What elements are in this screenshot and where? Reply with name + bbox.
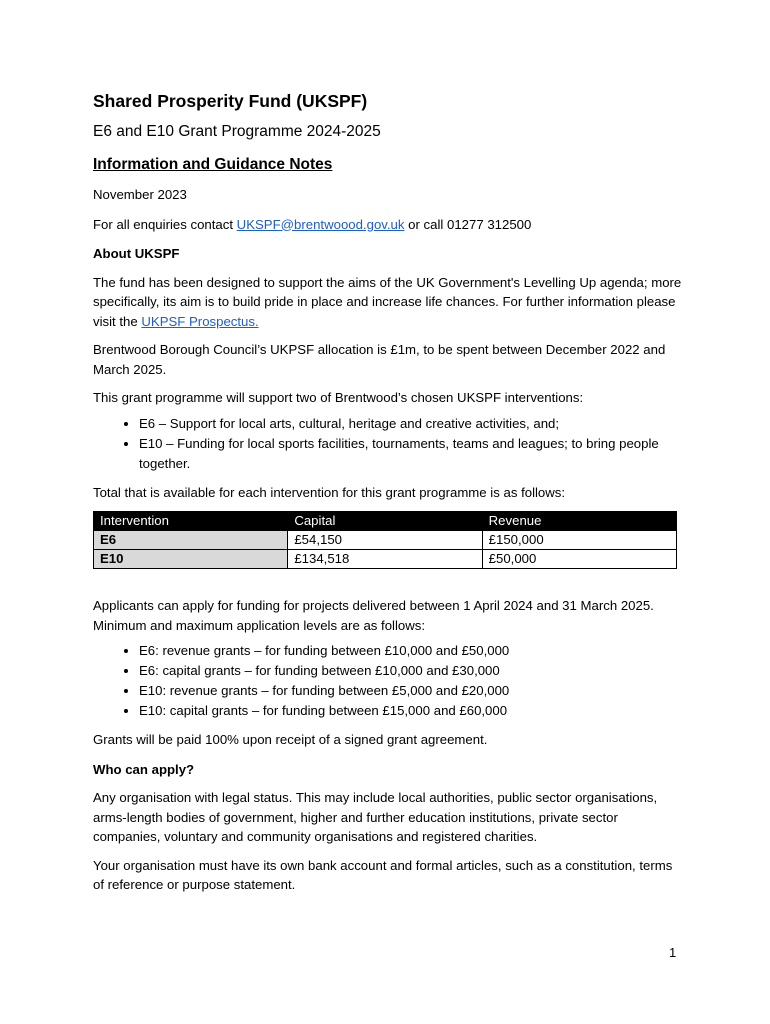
enquiries-line bbox=[93, 215, 683, 235]
who-paragraph: Any organisation with legal status. This may include local authorities, public sector organisations, arms-length bodies of government, higher and further education institutions, private sector companies, voluntary and community organisations and registered charities. bbox=[93, 790, 658, 844]
bank-paragraph: Your organisation must have its own bank account and formal articles, such as a constitution, terms of reference or purpose statement. bbox=[93, 857, 673, 892]
list-item: • E6: revenue grants – for funding between £10,000 and £50,000 bbox=[139, 641, 683, 661]
table-cell: £134,518 bbox=[288, 550, 482, 569]
guidance-heading: Information and Guidance Notes bbox=[93, 156, 333, 173]
payment-paragraph: Grants will be paid 100% upon receipt of a signed grant agreement. bbox=[93, 732, 488, 747]
email-link[interactable]: UKSPF@brentwoood.gov.uk bbox=[236, 216, 405, 232]
table-cell: £54,150 bbox=[288, 531, 482, 550]
enquiries-prefix: For all enquiries contact bbox=[93, 216, 237, 232]
list-item: • E6: capital grants – for funding between £10,000 and £30,000 bbox=[139, 661, 683, 681]
allocation-paragraph: Brentwood Borough Council’s UKPSF allocation is £1m, to be spent between December 2022 and March 2025. bbox=[93, 342, 666, 377]
interventions-intro: This grant programme will support two of Brentwood’s chosen UKSPF interventions: bbox=[93, 390, 584, 405]
table-intro: Total that is available for each intervention for this grant programme is as follows: bbox=[93, 484, 566, 500]
table-header: Intervention bbox=[94, 512, 288, 531]
enquiries-suffix: or call 01277 312500 bbox=[404, 216, 532, 232]
table-header: Capital bbox=[288, 512, 482, 531]
about-text: The fund has been designed to support the aims of the UK Government's Levelling Up agenda; more specifically, its aim is to build pride in place and increase life chances. For further information please visit the bbox=[93, 274, 682, 329]
table-cell: £150,000 bbox=[482, 531, 676, 550]
list-item: • E10: revenue grants – for funding between £5,000 and £20,000 bbox=[139, 681, 683, 701]
document-date: November 2023 bbox=[93, 187, 187, 202]
table-row bbox=[94, 531, 677, 550]
list-item: • E10 – Funding for local sports facilities, tournaments, teams and leagues; to bring people together. bbox=[139, 434, 683, 474]
table-header-row bbox=[94, 512, 677, 531]
table-header: Revenue bbox=[482, 512, 676, 531]
who-heading: Who can apply? bbox=[93, 761, 195, 777]
dates-paragraph: Applicants can apply for funding for projects delivered between 1 April 2024 and 31 March 2025. Minimum and maximum application levels are as follows: bbox=[93, 598, 654, 633]
page-number: 1 bbox=[669, 945, 677, 960]
document-content bbox=[93, 88, 683, 895]
document-subtitle: E6 and E10 Grant Programme 2024-2025 bbox=[93, 123, 381, 140]
about-paragraph bbox=[93, 273, 683, 332]
table-cell: £50,000 bbox=[482, 550, 676, 569]
levels-list bbox=[93, 641, 683, 721]
about-heading: About UKSPF bbox=[93, 246, 180, 261]
funding-table bbox=[93, 511, 677, 569]
table-cell: E10 bbox=[94, 550, 288, 569]
table-row bbox=[94, 550, 677, 569]
document-title: Shared Prosperity Fund (UKSPF) bbox=[93, 91, 368, 111]
list-item: • E10: capital grants – for funding between £15,000 and £60,000 bbox=[139, 701, 683, 721]
table-cell: E6 bbox=[94, 531, 288, 550]
list-item: • E6 – Support for local arts, cultural, heritage and creative activities, and; bbox=[139, 414, 683, 434]
prospectus-link[interactable]: UKPSF Prospectus. bbox=[141, 313, 259, 329]
interventions-list bbox=[93, 414, 683, 474]
